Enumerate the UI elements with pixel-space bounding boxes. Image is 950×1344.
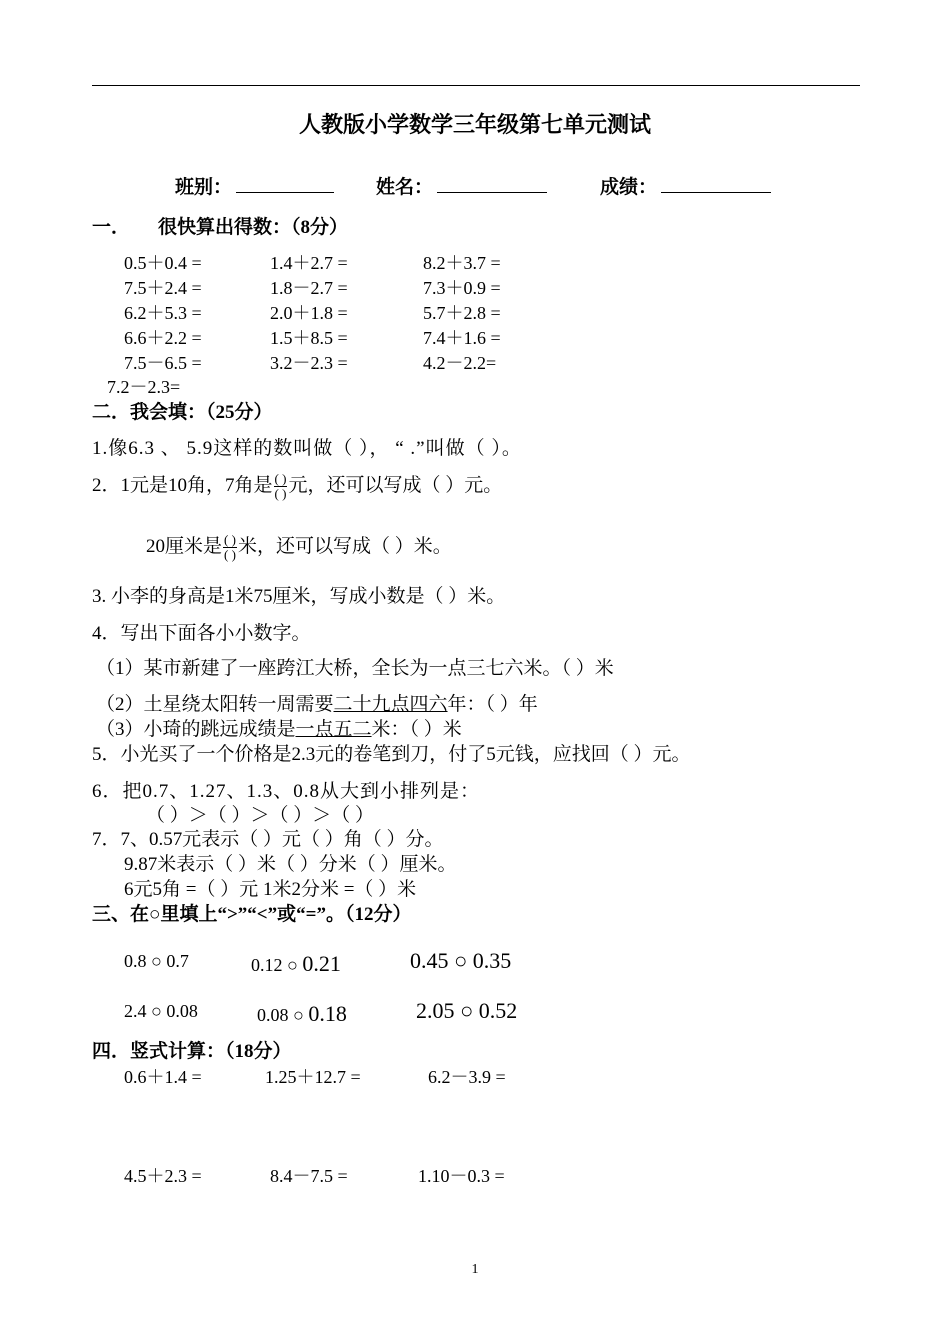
- s1-r1c3: 8.2＋3.7 =: [423, 253, 501, 273]
- section-2-heading: 二．我会填：（25分）: [92, 402, 273, 423]
- page-title: 人教版小学数学三年级第七单元测试: [298, 112, 651, 137]
- s3-r1c3: 0.45 ○ 0.35: [410, 948, 512, 973]
- class-field: 班别：: [175, 172, 334, 199]
- s1-r2c1: 7.5＋2.4 =: [124, 278, 202, 298]
- s2-q7: 7．7、0.57元表示（ ）元（ ）角（ ）分。: [92, 829, 444, 850]
- s2-q1: 1.像6.3 、 5.9这样的数叫做（ ）， “ .”叫做（ ）。: [92, 438, 522, 459]
- s1-r3c3: 5.7＋2.8 =: [423, 303, 501, 323]
- s4-r1c2: 1.25＋12.7 =: [265, 1067, 361, 1087]
- s1-r5c3: 4.2－2.2=: [423, 353, 497, 373]
- section-1-number: 一．: [92, 217, 131, 238]
- s3-r2c2: 0.08 ○ 0.18: [257, 1001, 347, 1026]
- s1-r2c3: 7.3＋0.9 =: [423, 278, 501, 298]
- s4-r2c1: 4.5＋2.3 =: [124, 1166, 202, 1186]
- s2-q6: 6．把0.7、1.27、1.3、0.8从大到小排列是：: [92, 781, 481, 802]
- s1-r1c1: 0.5＋0.4 =: [124, 253, 202, 273]
- s4-r1c3: 6.2－3.9 =: [428, 1067, 506, 1087]
- page-number: 1: [471, 1262, 479, 1277]
- s1-r2c2: 1.8－2.7 =: [270, 278, 348, 298]
- s2-q7-3: 6元5角 =（ ）元 1米2分米 =（ ）米: [124, 879, 417, 900]
- s1-r3c2: 2.0＋1.8 =: [270, 303, 348, 323]
- s4-r2c3: 1.10－0.3 =: [418, 1166, 505, 1186]
- s2-q5: 5．小光买了一个价格是2.3元的卷笔到刀，付了5元钱，应找回（ ）元。: [92, 744, 691, 765]
- name-field: 姓名：: [376, 172, 547, 199]
- score-blank[interactable]: [661, 174, 771, 193]
- s2-q3: 3. 小李的身高是1米75厘米，写成小数是（ ）米。: [92, 586, 506, 607]
- s2-q4-1: （1）某市新建了一座跨江大桥，全长为一点三七六米。（ ）米: [96, 658, 614, 679]
- s1-r4c1: 6.6＋2.2 =: [124, 328, 202, 348]
- s1-r5c1: 7.5－6.5 =: [124, 353, 202, 373]
- s3-r1c1: 0.8 ○ 0.7: [124, 951, 189, 971]
- s2-q4-2: （2）土星绕太阳转一周需要二十九点四六年：（ ）年: [96, 694, 538, 715]
- s1-r3c1: 6.2＋5.3 =: [124, 303, 202, 323]
- fraction-blank[interactable]: $\frac{( )}{( )}$: [224, 532, 236, 563]
- s2-q4: 4．写出下面各小小数字。: [92, 623, 311, 644]
- s4-r1c1: 0.6＋1.4 =: [124, 1067, 202, 1087]
- score-field: 成绩：: [600, 172, 771, 199]
- top-rule: [92, 85, 860, 86]
- section-4-heading: 四．竖式计算：（18分）: [92, 1041, 292, 1062]
- s1-r5c2: 3.2－2.3 =: [270, 353, 348, 373]
- s1-r4c3: 7.4＋1.6 =: [423, 328, 501, 348]
- s2-q6-blanks: （ ）＞（ ）＞（ ）＞（ ）: [146, 805, 375, 826]
- s2-q2: 2．1元是10角，7角是 $\frac{( )}{( )}$ 元，还可以写成（ ）元。: [92, 471, 503, 502]
- s3-r1c2: 0.12 ○ 0.21: [251, 951, 341, 976]
- s2-q7-2: 9.87米表示（ ）米（ ）分米（ ）厘米。: [124, 854, 457, 875]
- class-blank[interactable]: [236, 174, 334, 193]
- s2-q2b: 20厘米是 $\frac{( )}{( )}$ 米，还可以写成（ ）米。: [146, 532, 452, 563]
- section-3-heading: 三、在○里填上“>”“<”或“=”。（12分）: [92, 904, 412, 925]
- s4-r2c2: 8.4－7.5 =: [270, 1166, 348, 1186]
- section-1-heading: 很快算出得数：（8分）: [158, 217, 349, 238]
- s3-r2c1: 2.4 ○ 0.08: [124, 1001, 198, 1021]
- s3-r2c3: 2.05 ○ 0.52: [416, 998, 518, 1023]
- s1-extra: 7.2－2.3=: [107, 377, 181, 397]
- name-blank[interactable]: [437, 174, 547, 193]
- s2-q4-3: （3）小琦的跳远成绩是一点五二米：（ ）米: [96, 719, 462, 740]
- s1-r1c2: 1.4＋2.7 =: [270, 253, 348, 273]
- fraction-blank[interactable]: $\frac{( )}{( )}$: [274, 471, 287, 502]
- s1-r4c2: 1.5＋8.5 =: [270, 328, 348, 348]
